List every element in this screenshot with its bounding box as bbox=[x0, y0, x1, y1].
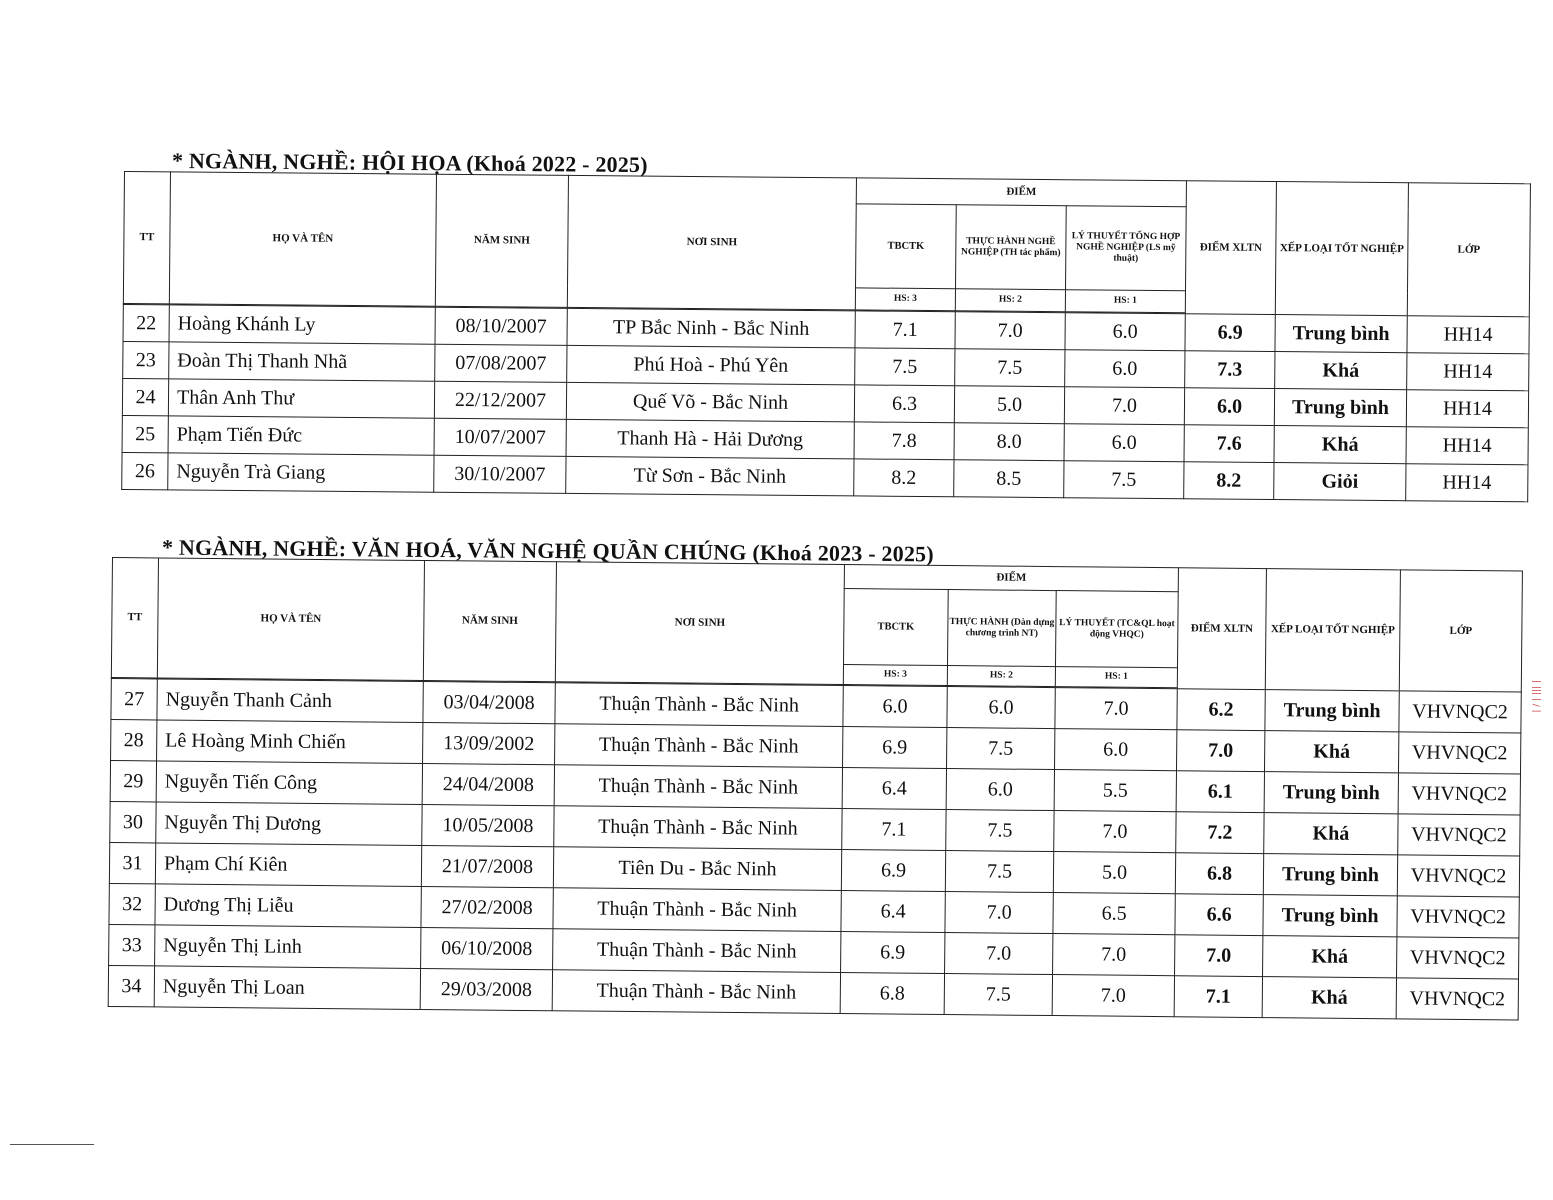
cell-tt: 32 bbox=[109, 883, 155, 924]
cell-lop: HH14 bbox=[1407, 353, 1529, 391]
cell-tt: 27 bbox=[111, 678, 157, 719]
cell-diem-xltn: 7.1 bbox=[1174, 976, 1262, 1018]
cell-ly-thuyet: 7.0 bbox=[1064, 387, 1184, 425]
cell-lop: VHVNQC2 bbox=[1397, 855, 1519, 897]
cell-ly-thuyet: 7.0 bbox=[1053, 934, 1175, 976]
header-ly-thuyet: LÝ THUYẾT TỔNG HỢP NGHỀ NGHIỆP (LS mỹ thuật) bbox=[1065, 206, 1186, 291]
cell-thuc-hanh: 7.0 bbox=[945, 933, 1053, 975]
cell-thuc-hanh: 7.0 bbox=[945, 892, 1053, 934]
section-title-van-hoa: * NGÀNH, NGHỀ: VĂN HOÁ, VĂN NGHỆ QUẦN CHÚNG (Khoá 2023 - 2025) bbox=[161, 534, 934, 567]
header-hs1: HS: 1 bbox=[1065, 290, 1185, 313]
header-tt: TT bbox=[111, 558, 158, 678]
header-hs2: HS: 2 bbox=[947, 666, 1055, 687]
cell-place: Thanh Hà - Hải Dương bbox=[566, 419, 854, 459]
header-hs2: HS: 2 bbox=[955, 289, 1065, 312]
cell-place: Thuận Thành - Bắc Ninh bbox=[555, 724, 843, 768]
cell-ly-thuyet: 5.0 bbox=[1053, 852, 1175, 894]
cell-ly-thuyet: 7.0 bbox=[1054, 811, 1176, 853]
cell-name: Nguyễn Tiến Công bbox=[156, 761, 422, 805]
cell-name: Phạm Tiến Đức bbox=[168, 416, 434, 455]
cell-dob: 10/07/2007 bbox=[434, 418, 566, 456]
cell-tbctk: 7.8 bbox=[854, 422, 954, 460]
cell-place: Thuận Thành - Bắc Ninh bbox=[553, 888, 841, 932]
cell-lop: HH14 bbox=[1406, 464, 1528, 502]
cell-place: Phú Hoà - Phú Yên bbox=[567, 345, 855, 385]
cell-tt: 22 bbox=[123, 304, 169, 341]
cell-xep-loai: Khá bbox=[1262, 977, 1396, 1019]
cell-name: Nguyễn Thị Linh bbox=[155, 925, 421, 969]
cell-ly-thuyet: 7.0 bbox=[1055, 688, 1177, 730]
cell-name: Thân Anh Thư bbox=[168, 379, 434, 418]
cell-place: Thuận Thành - Bắc Ninh bbox=[553, 929, 841, 973]
cell-lop: VHVNQC2 bbox=[1396, 978, 1518, 1020]
cell-xep-loai: Trung bình bbox=[1263, 854, 1397, 896]
cell-tt: 26 bbox=[122, 452, 168, 489]
cell-lop: VHVNQC2 bbox=[1397, 937, 1519, 979]
header-lop: LỚP bbox=[1407, 183, 1530, 317]
cell-tt: 31 bbox=[109, 842, 155, 883]
cell-thuc-hanh: 6.0 bbox=[947, 687, 1055, 729]
cell-thuc-hanh: 8.5 bbox=[954, 460, 1064, 498]
cell-name: Phạm Chí Kiên bbox=[155, 843, 421, 887]
cell-ly-thuyet: 5.5 bbox=[1054, 770, 1176, 812]
cell-dob: 30/10/2007 bbox=[434, 455, 566, 493]
header-ly-thuyet: LÝ THUYẾT (TC&QL hoạt động VHQC) bbox=[1055, 591, 1178, 668]
header-thuc-hanh: THỰC HÀNH (Dàn dựng chương trình NT) bbox=[947, 590, 1056, 667]
header-noi-sinh: NƠI SINH bbox=[567, 175, 856, 310]
cell-dob: 03/04/2008 bbox=[423, 681, 555, 723]
cell-lop: VHVNQC2 bbox=[1399, 691, 1521, 733]
cell-thuc-hanh: 8.0 bbox=[954, 423, 1064, 461]
header-diem-xltn: ĐIỂM XLTN bbox=[1185, 181, 1276, 315]
header-tt: TT bbox=[123, 172, 170, 304]
cell-xep-loai: Trung bình bbox=[1274, 389, 1406, 427]
cell-tt: 29 bbox=[110, 760, 156, 801]
cell-tbctk: 6.9 bbox=[841, 850, 945, 892]
cell-diem-xltn: 7.0 bbox=[1177, 730, 1265, 772]
cell-tt: 34 bbox=[108, 965, 154, 1006]
header-ho-ten: HỌ VÀ TÊN bbox=[157, 558, 424, 681]
cell-xep-loai: Khá bbox=[1274, 426, 1406, 464]
cell-tbctk: 6.4 bbox=[841, 891, 945, 933]
cell-place: Tiên Du - Bắc Ninh bbox=[553, 847, 841, 891]
cell-name: Lê Hoàng Minh Chiến bbox=[157, 720, 423, 764]
header-lop: LỚP bbox=[1399, 570, 1522, 692]
cell-ly-thuyet: 6.0 bbox=[1055, 729, 1177, 771]
cell-place: Thuận Thành - Bắc Ninh bbox=[555, 683, 843, 727]
cell-diem-xltn: 6.8 bbox=[1175, 853, 1263, 895]
cell-tbctk: 7.1 bbox=[842, 809, 946, 851]
cell-place: Từ Sơn - Bắc Ninh bbox=[566, 456, 854, 496]
cell-ly-thuyet: 6.5 bbox=[1053, 893, 1175, 935]
cell-tt: 28 bbox=[111, 719, 157, 760]
cell-diem-xltn: 6.2 bbox=[1177, 689, 1265, 731]
cell-place: Thuận Thành - Bắc Ninh bbox=[554, 765, 842, 809]
cell-xep-loai: Khá bbox=[1265, 731, 1399, 773]
cell-lop: HH14 bbox=[1406, 390, 1528, 428]
cell-name: Nguyễn Thị Dương bbox=[156, 802, 422, 846]
cell-diem-xltn: 8.2 bbox=[1184, 462, 1274, 500]
side-stamp-mark: | / | ||| | bbox=[1532, 680, 1542, 713]
cell-thuc-hanh: 7.5 bbox=[945, 851, 1053, 893]
cell-dob: 24/04/2008 bbox=[422, 763, 554, 805]
cell-diem-xltn: 6.6 bbox=[1175, 894, 1263, 936]
cell-xep-loai: Giỏi bbox=[1274, 463, 1406, 501]
cell-ly-thuyet: 6.0 bbox=[1065, 313, 1185, 351]
cell-xep-loai: Khá bbox=[1264, 813, 1398, 855]
footer-rule bbox=[10, 1144, 94, 1145]
header-diem: ĐIỂM bbox=[856, 178, 1186, 207]
cell-place: Thuận Thành - Bắc Ninh bbox=[554, 806, 842, 850]
cell-xep-loai: Khá bbox=[1263, 936, 1397, 978]
cell-ly-thuyet: 7.5 bbox=[1064, 461, 1184, 499]
cell-lop: VHVNQC2 bbox=[1398, 773, 1520, 815]
cell-thuc-hanh: 6.0 bbox=[946, 769, 1054, 811]
cell-name: Nguyễn Trà Giang bbox=[168, 453, 434, 492]
cell-xep-loai: Trung bình bbox=[1275, 315, 1407, 353]
cell-tbctk: 6.3 bbox=[854, 385, 954, 423]
cell-diem-xltn: 6.1 bbox=[1176, 771, 1264, 813]
cell-thuc-hanh: 7.5 bbox=[946, 810, 1054, 852]
header-tbctk: TBCTK bbox=[856, 204, 957, 289]
cell-diem-xltn: 7.3 bbox=[1185, 351, 1275, 389]
cell-place: TP Bắc Ninh - Bắc Ninh bbox=[567, 308, 855, 348]
cell-ly-thuyet: 6.0 bbox=[1064, 424, 1184, 462]
cell-tt: 23 bbox=[123, 341, 169, 378]
cell-name: Đoàn Thị Thanh Nhã bbox=[169, 342, 435, 381]
header-nam-sinh: NĂM SINH bbox=[435, 174, 568, 307]
cell-tbctk: 6.9 bbox=[841, 932, 945, 974]
cell-dob: 13/09/2002 bbox=[423, 722, 555, 764]
cell-lop: HH14 bbox=[1407, 316, 1529, 354]
cell-name: Hoàng Khánh Ly bbox=[169, 305, 435, 344]
cell-diem-xltn: 7.0 bbox=[1175, 935, 1263, 977]
cell-dob: 10/05/2008 bbox=[422, 804, 554, 846]
header-xep-loai: XẾP LOẠI TỐT NGHIỆP bbox=[1265, 569, 1400, 691]
grades-table-van-hoa bbox=[108, 557, 1523, 1021]
cell-tbctk: 6.0 bbox=[843, 686, 947, 728]
cell-name: Nguyễn Thị Loan bbox=[154, 966, 420, 1010]
cell-dob: 22/12/2007 bbox=[434, 381, 566, 419]
cell-tt: 25 bbox=[122, 415, 168, 452]
cell-dob: 29/03/2008 bbox=[420, 968, 552, 1010]
cell-place: Quế Võ - Bắc Ninh bbox=[566, 382, 854, 422]
cell-name: Dương Thị Liễu bbox=[155, 884, 421, 928]
cell-dob: 08/10/2007 bbox=[435, 307, 567, 345]
cell-xep-loai: Trung bình bbox=[1263, 895, 1397, 937]
cell-lop: VHVNQC2 bbox=[1397, 896, 1519, 938]
cell-thuc-hanh: 7.5 bbox=[944, 974, 1052, 1016]
cell-tbctk: 8.2 bbox=[854, 459, 954, 497]
cell-xep-loai: Trung bình bbox=[1265, 690, 1399, 732]
header-diem-xltn: ĐIỂM XLTN bbox=[1177, 568, 1266, 690]
header-nam-sinh: NĂM SINH bbox=[423, 560, 556, 681]
cell-diem-xltn: 7.6 bbox=[1184, 425, 1274, 463]
section-title-hoi-hoa: * NGÀNH, NGHỀ: HỘI HỌA (Khoá 2022 - 2025) bbox=[171, 147, 648, 178]
cell-ly-thuyet: 7.0 bbox=[1052, 975, 1174, 1017]
header-tbctk: TBCTK bbox=[844, 589, 949, 666]
cell-dob: 07/08/2007 bbox=[435, 344, 567, 382]
cell-diem-xltn: 7.2 bbox=[1176, 812, 1264, 854]
header-hs3: HS: 3 bbox=[855, 288, 955, 311]
header-hs3: HS: 3 bbox=[843, 665, 947, 686]
cell-thuc-hanh: 7.0 bbox=[955, 312, 1065, 350]
cell-thuc-hanh: 7.5 bbox=[947, 728, 1055, 770]
cell-diem-xltn: 6.0 bbox=[1184, 388, 1274, 426]
header-noi-sinh: NƠI SINH bbox=[555, 562, 844, 685]
cell-dob: 06/10/2008 bbox=[421, 927, 553, 969]
cell-place: Thuận Thành - Bắc Ninh bbox=[552, 970, 840, 1014]
cell-tbctk: 7.1 bbox=[855, 311, 955, 349]
cell-dob: 27/02/2008 bbox=[421, 886, 553, 928]
cell-tt: 30 bbox=[110, 801, 156, 842]
cell-tbctk: 6.9 bbox=[843, 727, 947, 769]
cell-name: Nguyễn Thanh Cảnh bbox=[157, 679, 423, 723]
header-xep-loai: XẾP LOẠI TỐT NGHIỆP bbox=[1275, 182, 1408, 316]
cell-lop: HH14 bbox=[1406, 427, 1528, 465]
header-ho-ten: HỌ VÀ TÊN bbox=[169, 172, 436, 306]
header-hs1: HS: 1 bbox=[1055, 667, 1177, 688]
cell-lop: VHVNQC2 bbox=[1399, 732, 1521, 774]
cell-tt: 24 bbox=[122, 378, 168, 415]
cell-tbctk: 6.8 bbox=[840, 973, 944, 1015]
cell-tbctk: 6.4 bbox=[842, 768, 946, 810]
header-thuc-hanh: THỰC HÀNH NGHỀ NGHIỆP (TH tác phẩm) bbox=[956, 205, 1067, 290]
cell-lop: VHVNQC2 bbox=[1398, 814, 1520, 856]
cell-xep-loai: Khá bbox=[1275, 352, 1407, 390]
cell-thuc-hanh: 7.5 bbox=[955, 349, 1065, 387]
cell-dob: 21/07/2008 bbox=[421, 845, 553, 887]
cell-xep-loai: Trung bình bbox=[1264, 772, 1398, 814]
cell-ly-thuyet: 6.0 bbox=[1065, 350, 1185, 388]
header-diem: ĐIỂM bbox=[844, 565, 1178, 592]
cell-tbctk: 7.5 bbox=[855, 348, 955, 386]
cell-thuc-hanh: 5.0 bbox=[954, 386, 1064, 424]
cell-tt: 33 bbox=[109, 924, 155, 965]
grades-table-hoi-hoa bbox=[121, 171, 1531, 502]
cell-diem-xltn: 6.9 bbox=[1185, 314, 1275, 352]
